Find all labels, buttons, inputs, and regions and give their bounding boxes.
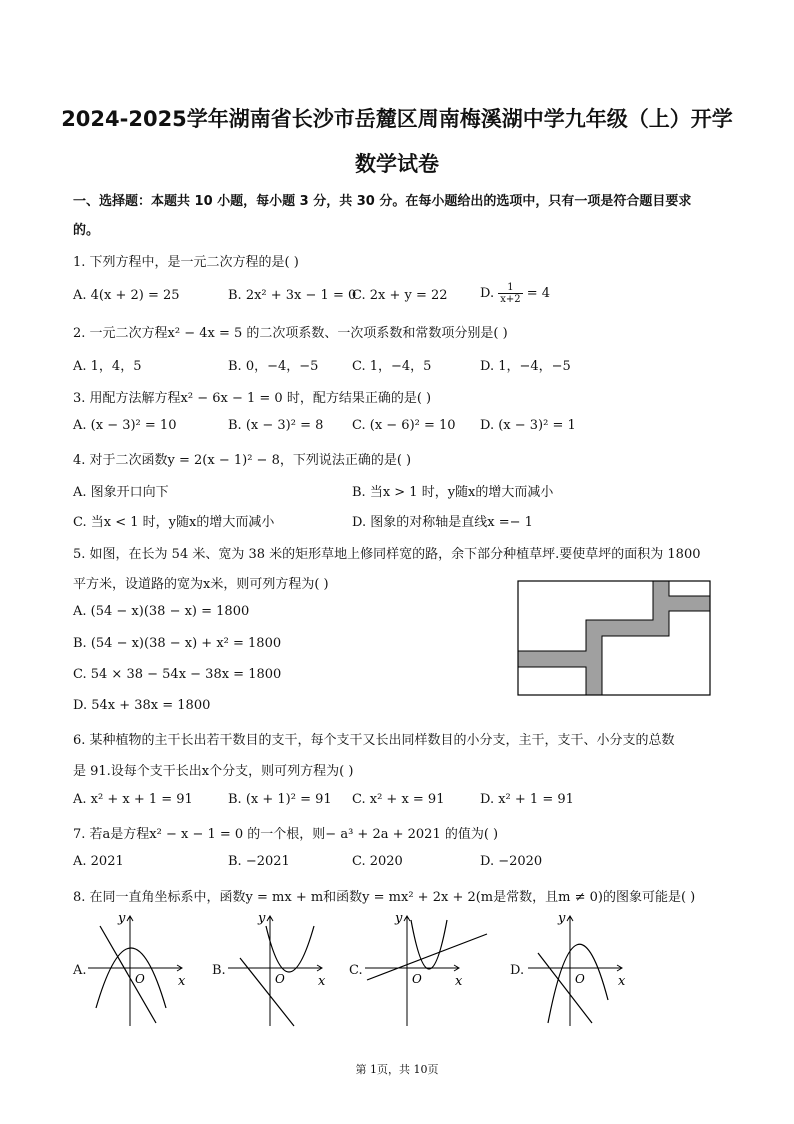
q3-option-d: D. (x − 3)² = 1 [480,418,576,433]
q8-graph-c [363,908,493,1028]
q7-option-b: B. −2021 [228,854,290,869]
q8-graph-a [86,908,190,1028]
q1-option-d [480,282,550,305]
x-label: x [455,974,463,989]
q8-option-b: B. [212,963,226,978]
q7-option-d: D. −2020 [480,854,543,869]
fraction-rest: = 4 [526,286,551,301]
q5-stem-cont: 平方米，设道路的宽为x米，则可列方程为( ) [73,577,329,592]
section-header-cont: 的。 [73,223,100,238]
q4-stem: 4. 对于二次函数y = 2(x − 1)² − 8，下列说法正确的是( ) [73,453,412,468]
q7-stem: 7. 若a是方程x² − x − 1 = 0 的一个根，则− a³ + 2a + 2021 的值为( ) [73,827,499,842]
q1-option-d-label: D. [480,286,495,301]
road-shape [518,581,710,695]
origin-label: O [412,972,422,986]
q6-option-a: A. x² + x + 1 = 91 [73,792,193,807]
origin-label: O [275,972,285,986]
q5-option-b: B. (54 − x)(38 − x) + x² = 1800 [73,636,282,651]
q6-option-b: B. (x + 1)² = 91 [228,792,332,807]
q5-stem: 5. 如图，在长为 54 米、宽为 38 米的矩形草地上修同样宽的路，余下部分种植草坪.要使草坪的面积为 1800 [73,547,701,562]
q1-stem: 1. 下列方程中，是一元二次方程的是( ) [73,255,299,270]
q8-option-d: D. [510,963,525,978]
q8-option-c: C. [349,963,363,978]
page-footer: 第 1页，共 10页 [355,1063,439,1076]
q4-option-c: C. 当x < 1 时，y随x的增大而减小 [73,515,275,530]
line [100,926,156,1023]
q2-option-c: C. 1，−4，5 [352,359,432,374]
q3-stem: 3. 用配方法解方程x² − 6x − 1 = 0 时，配方结果正确的是( ) [73,391,432,406]
parabola [266,926,314,972]
q4-option-a: A. 图象开口向下 [73,485,169,500]
q8-option-a: A. [73,963,87,978]
q5-option-c: C. 54 × 38 − 54x − 38x = 1800 [73,667,282,682]
fraction-numerator: 1 [498,282,522,294]
q8-graph-d [526,908,630,1028]
origin-label: O [575,972,585,986]
line [538,953,592,1023]
q4-option-b: B. 当x > 1 时，y随x的增大而减小 [352,485,554,500]
q2-option-a: A. 1，4，5 [73,359,142,374]
q2-stem: 2. 一元二次方程x² − 4x = 5 的二次项系数、一次项系数和常数项分别是( ) [73,326,508,341]
q6-option-d: D. x² + 1 = 91 [480,792,574,807]
section-header: 一、选择题：本题共 10 小题，每小题 3 分，共 30 分。在每小题给出的选项中，只有一项是符合题目要求 [73,194,692,209]
y-label: y [258,911,266,926]
title-line-1: 2024-2025学年湖南省长沙市岳麓区周南梅溪湖中学九年级（上）开学 [61,107,733,131]
x-label: x [618,974,626,989]
q3-option-c: C. (x − 6)² = 10 [352,418,456,433]
q8-stem: 8. 在同一直角坐标系中，函数y = mx + m和函数y = mx² + 2x + 2(m是常数，且m ≠ 0)的图象可能是( ) [73,890,696,905]
title-line-2: 数学试卷 [355,152,439,176]
q1-option-c: C. 2x + y = 22 [352,288,448,303]
q5-option-a: A. (54 − x)(38 − x) = 1800 [73,604,250,619]
q6-option-c: C. x² + x = 91 [352,792,445,807]
y-label: y [118,911,126,926]
q7-option-a: A. 2021 [73,854,124,869]
q2-option-d: D. 1，−4，−5 [480,359,571,374]
q2-option-b: B. 0，−4，−5 [228,359,319,374]
q3-option-b: B. (x − 3)² = 8 [228,418,324,433]
line [367,934,487,980]
q3-option-a: A. (x − 3)² = 10 [73,418,177,433]
x-label: x [178,974,186,989]
q7-option-c: C. 2020 [352,854,403,869]
q5-option-d: D. 54x + 38x = 1800 [73,698,211,713]
q4-option-d: D. 图象的对称轴是直线x =− 1 [352,515,533,530]
q5-road-figure [516,580,712,696]
q6-stem: 6. 某种植物的主干长出若干数目的支干，每个支干又长出同样数目的小分支，主干，支干、小分支的总数 [73,733,675,748]
q1-option-b: B. 2x² + 3x − 1 = 0 [228,288,357,303]
fraction-denominator: x+2 [500,294,521,305]
y-label: y [395,911,403,926]
x-label: x [318,974,326,989]
fraction [498,282,522,305]
origin-label: O [135,972,145,986]
parabola [96,948,166,1008]
y-label: y [558,911,566,926]
q6-stem-cont: 是 91.设每个支干长出x个分支，则可列方程为( ) [73,764,354,779]
q1-option-a: A. 4(x + 2) = 25 [73,288,180,303]
q8-graph-b [226,908,330,1028]
